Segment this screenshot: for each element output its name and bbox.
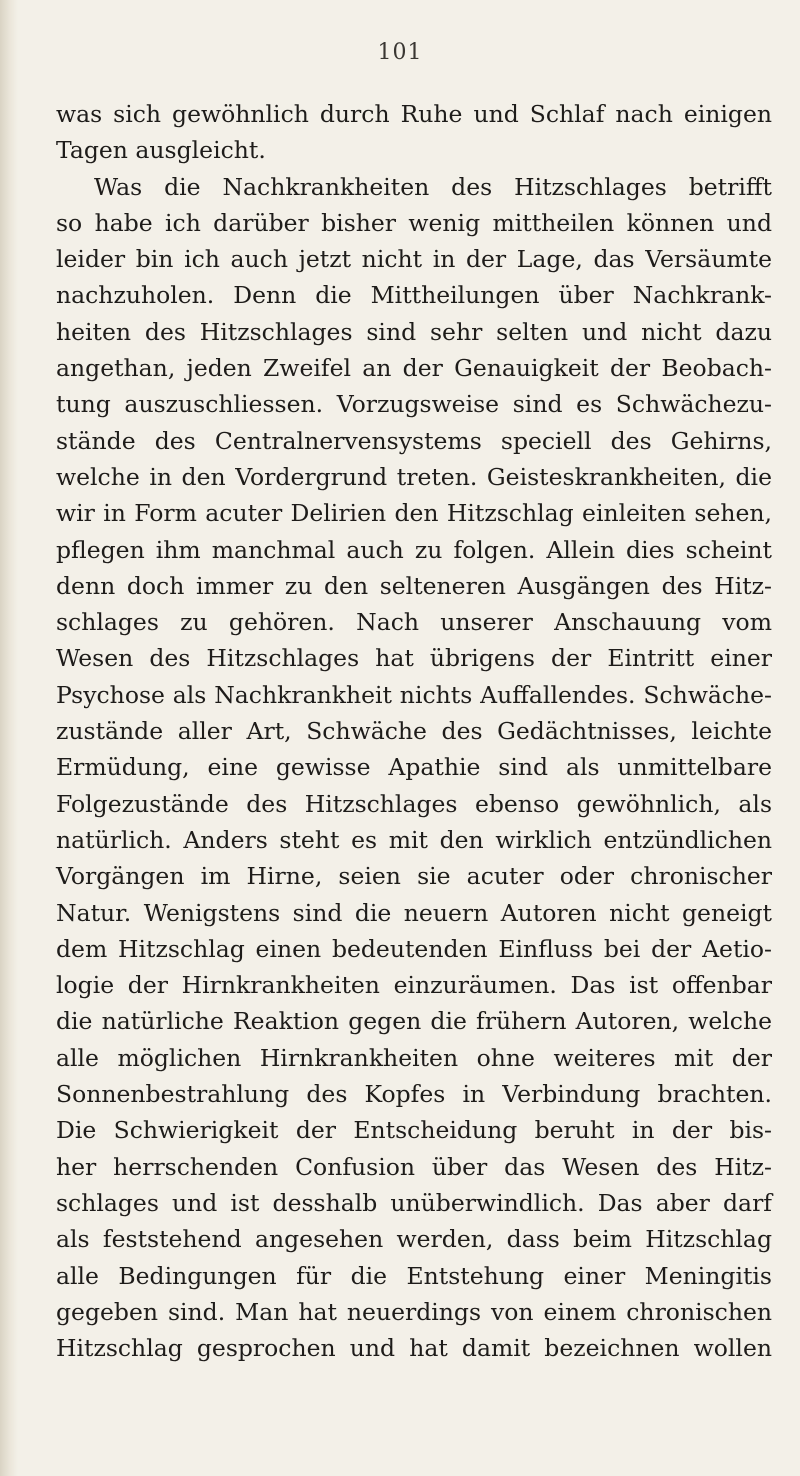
text-line: Psychose als Nachkrankheit nichts Auffallendes. Schwäche- — [56, 680, 772, 709]
text-line: zustände aller Art, Schwäche des Gedächtnisses, leichte — [56, 717, 772, 746]
text-line: her herrschenden Confusion über das Wesen des Hitz- — [56, 1152, 772, 1181]
text-line: alle möglichen Hirnkrankheiten ohne weiteres mit der — [56, 1043, 772, 1072]
text-line: pflegen ihm manchmal auch zu folgen. Allein dies scheint — [56, 535, 772, 564]
text-line: schlages zu gehören. Nach unserer Anschauung vom — [56, 608, 772, 637]
page-number: 101 — [377, 40, 423, 65]
text-line: so habe ich darüber bisher wenig mittheilen können und — [56, 208, 772, 237]
text-line: Tagen ausgleicht. — [56, 136, 266, 165]
text-line: Vorgängen im Hirne, seien sie acuter oder chronischer — [56, 862, 772, 891]
text-line: schlages und ist desshalb unüberwindlich. Das aber darf — [56, 1188, 772, 1217]
text-line: heiten des Hitzschlages sind sehr selten und nicht dazu — [56, 317, 772, 346]
text-line: wir in Form acuter Delirien den Hitzschlag einleiten sehen, — [56, 499, 772, 528]
text-line: angethan, jeden Zweifel an der Genauigkeit der Beobach- — [56, 354, 772, 383]
text-line: leider bin ich auch jetzt nicht in der Lage, das Versäumte — [56, 245, 772, 274]
body-text — [56, 96, 772, 1366]
text-line: denn doch immer zu den selteneren Ausgängen des Hitz- — [56, 571, 772, 600]
text-line: welche in den Vordergrund treten. Geisteskrankheiten, die — [56, 462, 772, 491]
text-line: Wesen des Hitzschlages hat übrigens der Eintritt einer — [56, 644, 772, 673]
text-line: tung auszuschliessen. Vorzugsweise sind es Schwächezu- — [56, 390, 772, 419]
text-line: Hitzschlag gesprochen und hat damit bezeichnen wollen — [56, 1334, 772, 1363]
text-line: Natur. Wenigstens sind die neuern Autoren nicht geneigt — [56, 898, 772, 927]
text-line: dem Hitzschlag einen bedeutenden Einfluss bei der Aetio- — [56, 934, 772, 963]
text-line: Ermüdung, eine gewisse Apathie sind als unmittelbare — [56, 753, 772, 782]
text-line: Sonnenbestrahlung des Kopfes in Verbindung brachten. — [56, 1080, 772, 1109]
text-line: Folgezustände des Hitzschlages ebenso gewöhnlich, als — [56, 789, 772, 818]
text-line: alle Bedingungen für die Entstehung einer Meningitis — [56, 1261, 772, 1290]
text-line: die natürliche Reaktion gegen die frühern Autoren, welche — [56, 1007, 772, 1036]
text-line: gegeben sind. Man hat neuerdings von einem chronischen — [56, 1297, 772, 1326]
page-edge-shadow — [0, 0, 18, 1476]
text-line: Was die Nachkrankheiten des Hitzschlages betrifft — [94, 172, 772, 201]
text-line: stände des Centralnervensystems speciell des Gehirns, — [56, 426, 772, 455]
text-line: als feststehend angesehen werden, dass beim Hitzschlag — [56, 1225, 772, 1254]
text-line: was sich gewöhnlich durch Ruhe und Schlaf nach einigen — [56, 100, 772, 128]
text-line: natürlich. Anders steht es mit den wirklich entzündlichen — [56, 825, 772, 854]
text-line: logie der Hirnkrankheiten einzuräumen. Das ist offenbar — [56, 971, 772, 1000]
text-line: nachzuholen. Denn die Mittheilungen über Nachkrank- — [56, 281, 772, 310]
text-line: Die Schwierigkeit der Entscheidung beruht in der bis- — [56, 1116, 772, 1145]
